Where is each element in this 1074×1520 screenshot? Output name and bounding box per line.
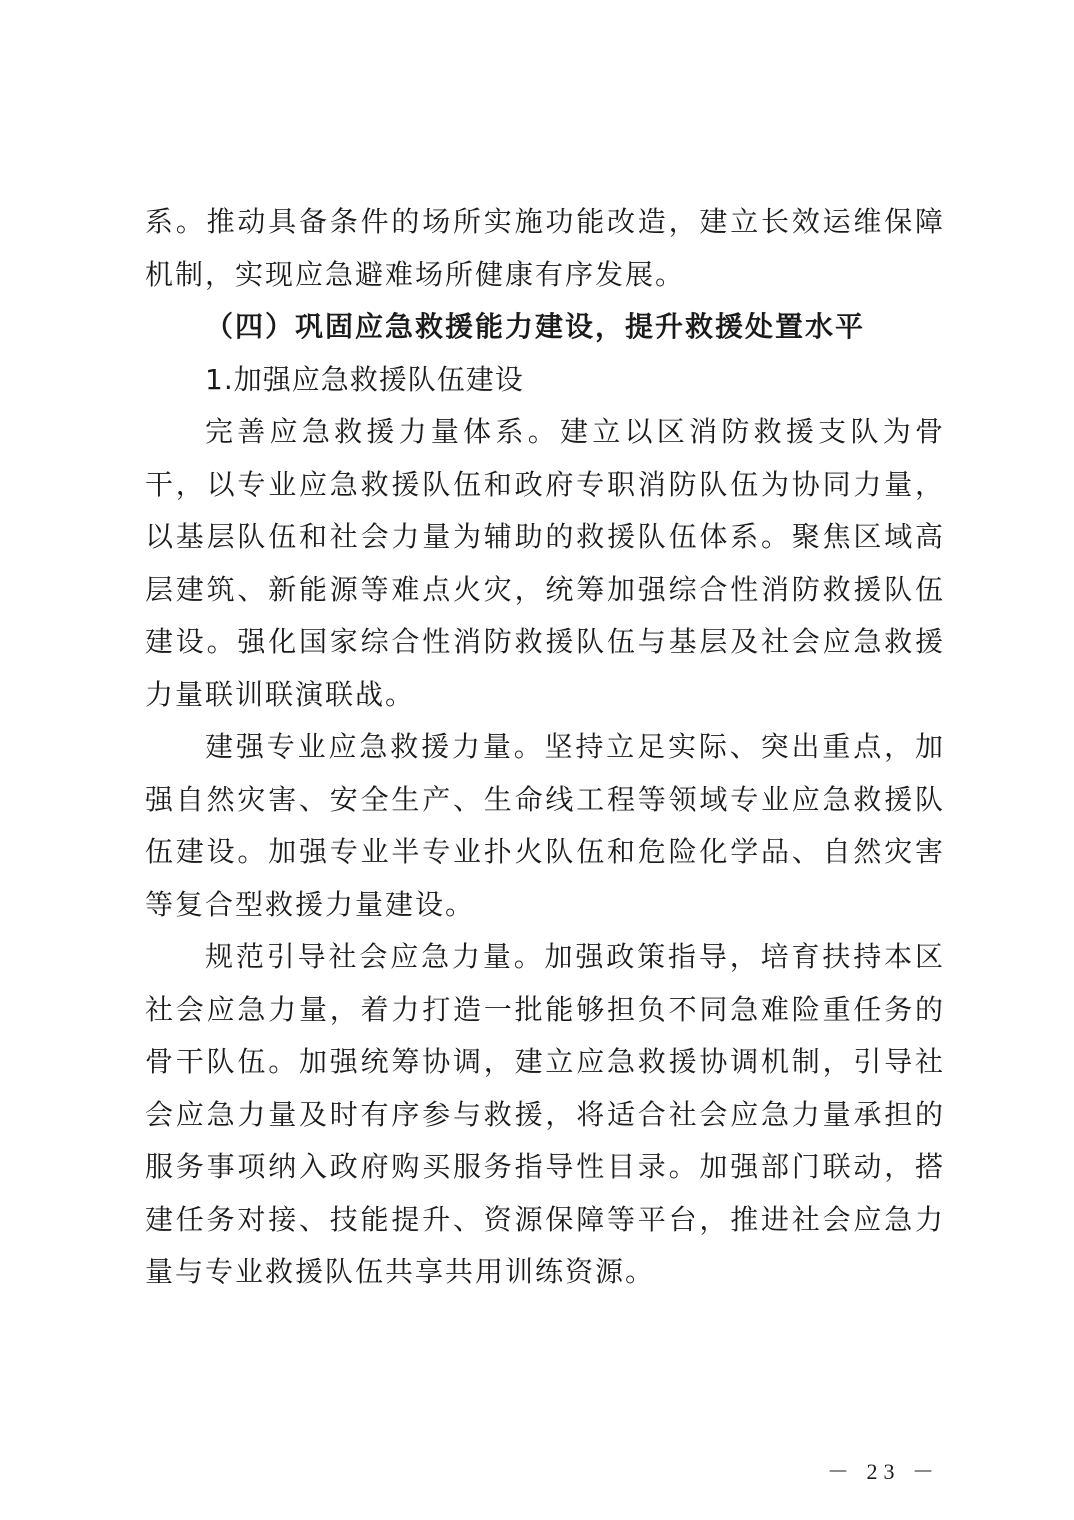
document-body [145, 196, 945, 1299]
subsection-heading: 1.加强应急救援队伍建设 [205, 362, 524, 396]
paragraph-rescue-force-system: 完善应急救援力量体系。建立以区消防救援支队为骨干，以专业应急救援队伍和政府专职消防队伍为协同力量，以基层队伍和社会力量为辅助的救援队伍体系。聚焦区域高层建筑、新能源等难点火灾，统筹加强综合性消防救援队伍建设。强化国家综合性消防救援队伍与基层及社会应急救援力量联训联演联战。 [145, 415, 945, 711]
section-heading: （四）巩固应急救援能力建设，提升救援处置水平 [205, 310, 866, 343]
paragraph-continuation: 系。推动具备条件的场所实施功能改造，建立长效运维保障机制，实现应急避难场所健康有序发展。 [145, 205, 945, 291]
paragraph-professional-rescue: 建强专业应急救援力量。坚持立足实际、突出重点，加强自然灾害、安全生产、生命线工程等领域专业应急救援队伍建设。加强专业半专业扑火队伍和危险化学品、自然灾害等复合型救援力量建设。 [145, 730, 945, 921]
paragraph-social-emergency-force: 规范引导社会应急力量。加强政策指导，培育扶持本区社会应急力量，着力打造一批能够担负不同急难险重任务的骨干队伍。加强统筹协调，建立应急救援协调机制，引导社会应急力量及时有序参与救援，将适合社会应急力量承担的服务事项纳入政府购买服务指导性目录。加强部门联动，搭建任务对接、技能提升、资源保障等平台，推进社会应急力量与专业救援队伍共享共用训练资源。 [145, 940, 945, 1288]
page-number: － 23 － [826, 1459, 940, 1484]
